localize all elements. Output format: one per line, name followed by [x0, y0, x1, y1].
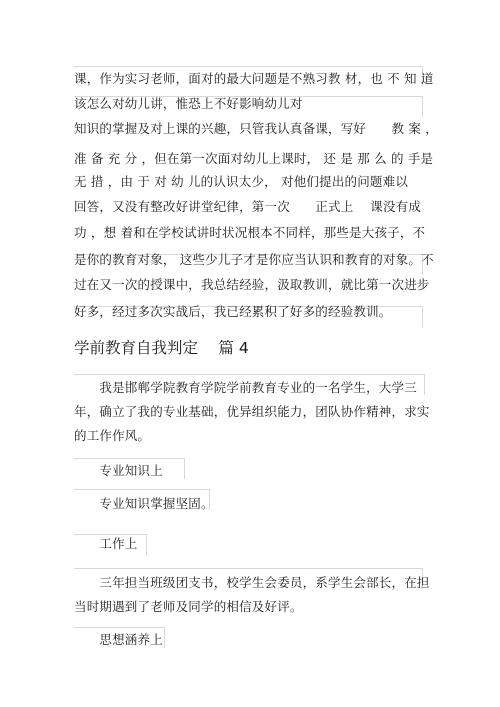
paragraph-line: 该怎么对幼儿讲，惟恐上不好影响幼儿对 [74, 96, 303, 111]
paragraph-line: 年，确立了我的专业基础，优异组织能力，团队协作精神，求实 [74, 404, 430, 419]
paragraph-line: 功 ，想 着和在学校试讲时状况根本不同样，那些是大孩子，不 [74, 225, 426, 240]
paragraph-line: 课，作为实习老师，面对的最大问题是不熟习教 材，也 不 知 道 [74, 71, 434, 86]
subheading: 专业知识上 [74, 463, 163, 478]
paragraph-line: 专业知识掌握坚固。 [74, 496, 214, 511]
paragraph-line: 是你的教育对象， 这些少儿子才是你应当认识和教育的对象。不 [74, 252, 434, 267]
subheading: 工作上 [74, 536, 138, 551]
paragraph-line: 过在又一次的授课中，我总结经验，汲取教训，就比第一次进步 [74, 277, 430, 292]
paragraph-line: 知识的掌握及对上课的兴趣，只管我认真备课，写好 教 案 ， [74, 121, 438, 136]
paragraph-line: 好多，经过多次实战后，我已经累积了好多的经验教训。 [74, 304, 392, 319]
paragraph-line: 当时期遇到了老师及同学的相信及好评。 [74, 599, 303, 614]
paragraph-line: 无 措 ，由 于 对 幼 儿的认识太少， 对他们提出的问题难以 [74, 174, 409, 189]
paragraph-line: 回答，又没有整改好讲堂纪律，第一次 正式上 课没有成 [74, 199, 422, 214]
paragraph-line: 三年担当班级团支书，校学生会委员，系学生会部长，在担 [74, 575, 430, 590]
section-heading: 学前教育自我判定 篇 4 [74, 339, 249, 357]
paragraph-line: 准 备 充 分 ，但在第一次面对幼儿上课时， 还 是 那 么 的 手是 [74, 151, 434, 166]
paragraph-line: 我是邯郸学院教育学院学前教育专业的一名学生，大学三 [74, 380, 417, 395]
subheading: 思想涵养上 [74, 632, 163, 647]
paragraph-line: 的工作作风。 [74, 428, 151, 443]
